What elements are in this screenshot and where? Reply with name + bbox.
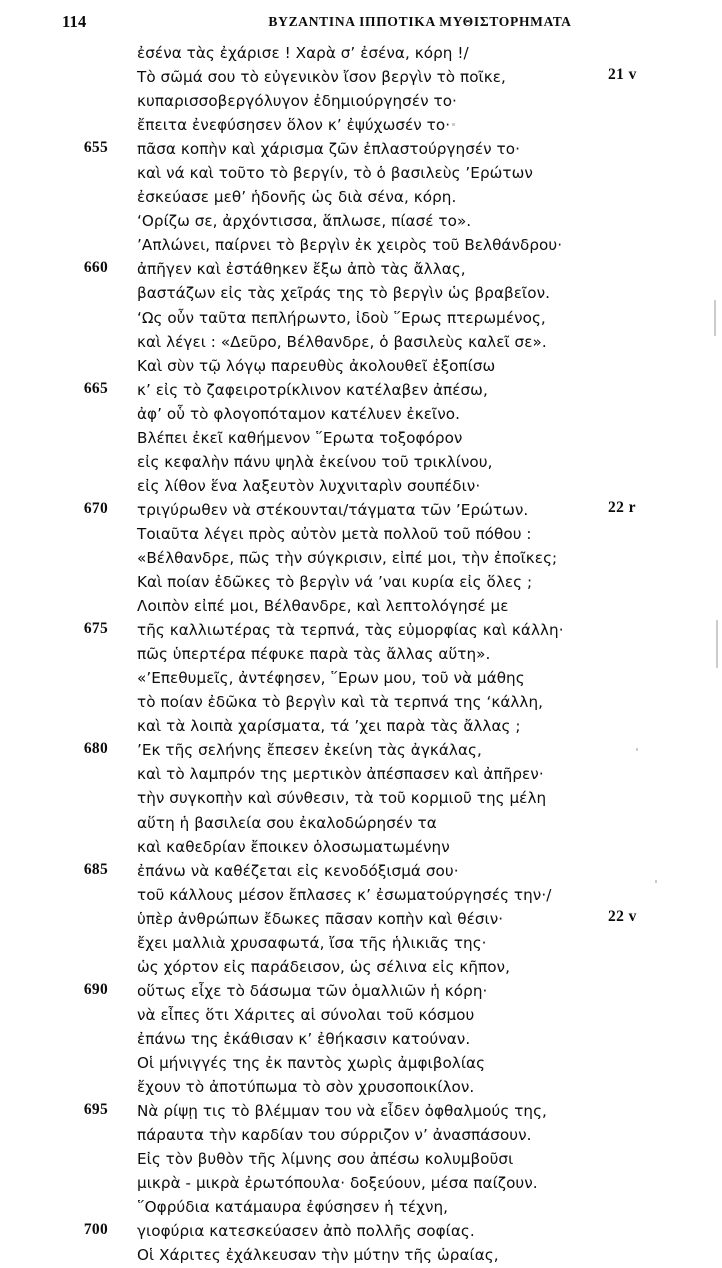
verse-line-text: μικρὰ - μικρὰ ἐρωτόπουλα· δοξεύουν, μέσα παίζουν.: [137, 1174, 538, 1193]
verse-line: [0, 763, 722, 787]
verse-line: [0, 1148, 722, 1172]
running-head-title: ΒΥΖΑΝΤΙΝΑ ΙΠΠΟΤΙΚΑ ΜΥΘΙΣΤΟΡΗΜΑΤΑ: [268, 14, 572, 29]
scan-speckle: [714, 300, 716, 336]
verse-line: [0, 307, 722, 331]
manuscript-folio-marker: 22 r: [608, 498, 636, 516]
verse-line-text: τοῦ κάλλους μέσον ἔπλασες κ’ ἐσωματούργησές την·/: [137, 885, 552, 904]
verse-line: [0, 619, 722, 643]
verse-line: [0, 1028, 722, 1052]
page-number: 114: [62, 12, 87, 31]
verse-line-text: βαστάζων εἰς τὰς χεῖράς της τὸ βεργὶν ὡς βραβεῖον.: [137, 284, 550, 303]
verse-line-text: γιοφύρια κατεσκεύασεν ἀπὸ πολλῆς σοφίας.: [137, 1222, 475, 1241]
running-head: [0, 12, 722, 38]
verse-line-number: 660: [83, 259, 108, 277]
verse-line-text: ’Απλώνει, παίρνει τὸ βεργὶν ἐκ χειρὸς τοῦ Βελθάνδρου·: [137, 236, 563, 255]
verse-line-text: Καὶ ποίαν ἐδῶκες τὸ βεργὶν νά ’ναι κυρία εἰς ὅλες ;: [137, 573, 533, 592]
verse-line: [0, 1196, 722, 1220]
verse-line-text: ὑπὲρ ἀνθρώπων ἔδωκες πᾶσαν κοπὴν καὶ θέσιν·: [137, 909, 504, 928]
verse-line: [0, 547, 722, 571]
verse-line-number: 685: [83, 860, 108, 878]
verse-line: [0, 475, 722, 499]
verse-line: [0, 355, 722, 379]
verse-body: [0, 42, 722, 1268]
verse-line-text: πᾶσα κοπὴν καὶ χάρισμα ζῶν ἐπλαστούργησέν το·: [137, 140, 520, 159]
verse-line: [0, 860, 722, 884]
verse-line: [0, 1052, 722, 1076]
verse-line-text: αὕτη ἡ βασιλεία σου ἐκαλοδώρησέν τα: [137, 813, 437, 832]
verse-line: [0, 90, 722, 114]
verse-line: [0, 331, 722, 355]
verse-line-text: ὡς χόρτον εἰς παράδεισον, ὡς σέλινα εἰς κῆπον,: [137, 957, 510, 976]
verse-line-text: Νὰ ρίψῃ τις τὸ βλέμμαν του νὰ εἶδεν ὀφθαλμούς της,: [137, 1102, 547, 1121]
verse-line: [0, 138, 722, 162]
verse-line: [0, 980, 722, 1004]
verse-line-text: ῞Οφρύδια κατάμαυρα ἐφύσησεν ἡ τέχνη,: [137, 1198, 449, 1217]
manuscript-folio-marker: 22 v: [608, 907, 637, 925]
verse-line-text: Καὶ σὺν τῷ λόγῳ παρευθὺς ἀκολουθεῖ ἐξοπίσω: [137, 356, 496, 375]
scan-speckle: [655, 880, 657, 883]
verse-line: [0, 1220, 722, 1244]
verse-line-text: ‘Ορίζω σε, ἀρχόντισσα, ἅπλωσε, πίασέ το».: [137, 212, 472, 231]
verse-line: [0, 691, 722, 715]
verse-line: [0, 1172, 722, 1196]
verse-line: [0, 595, 722, 619]
verse-line: [0, 523, 722, 547]
verse-line: [0, 643, 722, 667]
verse-line: [0, 715, 722, 739]
manuscript-folio-marker: 21 v: [608, 66, 637, 84]
verse-line: [0, 114, 722, 138]
verse-line-text: ἐπάνω της ἐκάθισαν κ’ ἐθήκασιν κατούναν.: [137, 1029, 471, 1048]
scan-speckle: [452, 123, 455, 126]
verse-line-text: ἐσκεύασε μεθ’ ἡδονῆς ὡς διὰ σένα, κόρη.: [137, 188, 457, 207]
verse-line-text: καὶ τὸ λαμπρόν της μερτικὸν ἀπέσπασεν καὶ ἀπῆρεν·: [137, 765, 544, 784]
verse-line-text: Λοιπὸν εἰπέ μοι, Βέλθανδρε, καὶ λεπτολόγησέ με: [137, 597, 509, 616]
verse-line-text: καὶ τὰ λοιπὰ χαρίσματα, τά ’χει παρὰ τὰς ἄλλας ;: [137, 717, 521, 736]
verse-line-text: ἐσένα τὰς ἐχάρισε ! Χαρὰ σ’ ἐσένα, κόρη !/: [137, 44, 469, 62]
verse-line-text: Οἱ Χάριτες ἐχάλκευσαν τὴν μύτην τῆς ὡραίας,: [137, 1246, 499, 1265]
verse-line-text: Τοιαῦτα λέγει πρὸς αὐτὸν μετὰ πολλοῦ τοῦ πόθου :: [137, 524, 532, 543]
verse-line: [0, 836, 722, 860]
verse-line: [0, 932, 722, 956]
verse-line-text: οὕτως εἶχε τὸ δάσωμα τῶν ὁμαλλιῶν ἡ κόρη·: [137, 981, 488, 1000]
verse-line-text: κ’ εἰς τὸ ζαφειροτρίκλινον κατέλαβεν ἀπέσω,: [137, 380, 488, 399]
verse-line-text: Οἱ μήνιγγές της ἐκ παντὸς χωρὶς ἀμφιβολίας: [137, 1053, 486, 1072]
verse-line-text: τὸ ποίαν ἐδῶκα τὸ βεργὶν καὶ τὰ τερπνά της ‘κάλλη,: [137, 693, 544, 712]
verse-line: [0, 1244, 722, 1268]
verse-line: [0, 451, 722, 475]
verse-line: [0, 66, 722, 90]
verse-line: [0, 282, 722, 306]
verse-line-text: τὴν συγκοπὴν καὶ σύνθεσιν, τὰ τοῦ κορμιοῦ της μέλη: [137, 789, 547, 808]
verse-line: [0, 42, 722, 66]
verse-line: [0, 186, 722, 210]
verse-line: [0, 1076, 722, 1100]
verse-line-number: 680: [83, 740, 108, 758]
scan-speckle: [636, 748, 638, 751]
verse-line: [0, 499, 722, 523]
verse-line-text: ἔπειτα ἐνεφύσησεν ὅλον κ’ ἐψύχωσέν το·: [137, 116, 451, 135]
verse-line: [0, 234, 722, 258]
verse-line: [0, 162, 722, 186]
verse-line-number: 690: [83, 980, 108, 998]
verse-line-text: πάραυτα τὴν καρδίαν του σύρριζον ν’ ἀνασπάσουν.: [137, 1126, 532, 1145]
verse-line-text: ‘Ως οὖν ταῦτα πεπλήρωντο, ἰδοὺ ῞Ερως πτερωμένος,: [137, 308, 546, 327]
verse-line: [0, 427, 722, 451]
verse-line-text: ἔχει μαλλιὰ χρυσαφωτά, ἴσα τῆς ἡλικιᾶς της·: [137, 933, 487, 952]
verse-line-text: καὶ λέγει : «Δεῦρο, Βέλθανδρε, ὁ βασιλεὺς καλεῖ σε».: [137, 332, 547, 351]
verse-line-number: 675: [83, 620, 108, 638]
verse-line-text: καὶ νά καὶ τοῦτο τὸ βεργίν, τὸ ὁ βασιλεὺς ’Ερώτων: [137, 164, 533, 183]
verse-line-text: ἀφ’ οὗ τὸ φλογοπόταμον κατέλυεν ἐκεῖνο.: [137, 404, 460, 423]
verse-line-text: τῆς καλλιωτέρας τὰ τερπνά, τὰς εὐμορφίας καὶ κάλλη·: [137, 621, 564, 640]
verse-line: [0, 956, 722, 980]
verse-line: [0, 908, 722, 932]
scan-speckle: [716, 620, 718, 668]
verse-line-number: 665: [83, 379, 108, 397]
verse-line-text: «’Επεθυμεῖς, ἀντέφησεν, ῞Ερων μου, τοῦ νὰ μάθης: [137, 669, 525, 688]
verse-line-number: 700: [83, 1221, 108, 1239]
verse-line: [0, 739, 722, 763]
verse-line: [0, 667, 722, 691]
verse-line-text: εἰς λίθον ἕνα λαξευτὸν λυχνιταρὶν σουπέδιν·: [137, 476, 481, 495]
verse-line: [0, 379, 722, 403]
verse-line-text: Εἰς τὸν βυθὸν τῆς λίμνης σου ἀπέσω κολυμβοῦσι: [137, 1150, 514, 1169]
verse-line-number: 655: [83, 139, 108, 157]
verse-line-text: νὰ εἶπες ὅτι Χάριτες αἱ σύνολαι τοῦ κόσμου: [137, 1005, 475, 1024]
verse-line-number: 695: [83, 1101, 108, 1119]
verse-line-text: «Βέλθανδρε, πῶς τὴν σύγκρισιν, εἰπέ μοι, τὴν ἐποῖκες;: [137, 548, 558, 567]
verse-line-text: κυπαρισσοβεργόλυγον ἐδημιούργησέν το·: [137, 92, 457, 111]
verse-line: [0, 1004, 722, 1028]
verse-line-text: εἰς κεφαλὴν πάνυ ψηλὰ ἐκείνου τοῦ τρικλίνου,: [137, 452, 493, 471]
verse-line: [0, 884, 722, 908]
verse-line-text: Τὸ σῶμά σου τὸ εὐγενικὸν ἴσον βεργὶν τὸ ποῖκε,: [137, 68, 506, 87]
verse-line: [0, 210, 722, 234]
verse-line: [0, 787, 722, 811]
verse-line-text: πῶς ὑπερτέρα πέφυκε παρὰ τὰς ἄλλας αὕτη».: [137, 645, 491, 664]
verse-line-text: ἐπάνω νὰ καθέζεται εἰς κενοδόξισμά σου·: [137, 861, 459, 880]
verse-line-text: καὶ καθεδρίαν ἔποικεν ὁλοσωματωμένην: [137, 837, 450, 856]
verse-line: [0, 812, 722, 836]
verse-line-text: ’Εκ τῆς σελήνης ἔπεσεν ἐκείνη τὰς ἀγκάλας,: [137, 741, 482, 760]
verse-line-text: ἔχουν τὸ ἀποτύπωμα τὸ σὸν χρυσοποικίλον.: [137, 1078, 475, 1097]
verse-line: [0, 403, 722, 427]
verse-line: [0, 571, 722, 595]
verse-line: [0, 1100, 722, 1124]
verse-line-text: Βλέπει ἐκεῖ καθήμενον ῞Ερωτα τοξοφόρον: [137, 428, 463, 447]
verse-line: [0, 258, 722, 282]
verse-line-text: ἀπῆγεν καὶ ἐστάθηκεν ἔξω ἀπὸ τὰς ἄλλας,: [137, 260, 466, 279]
verse-line-number: 670: [83, 499, 108, 517]
verse-line: [0, 1124, 722, 1148]
verse-line-text: τριγύρωθεν νὰ στέκουνται/τάγματα τῶν ’Ερώτων.: [137, 500, 529, 519]
